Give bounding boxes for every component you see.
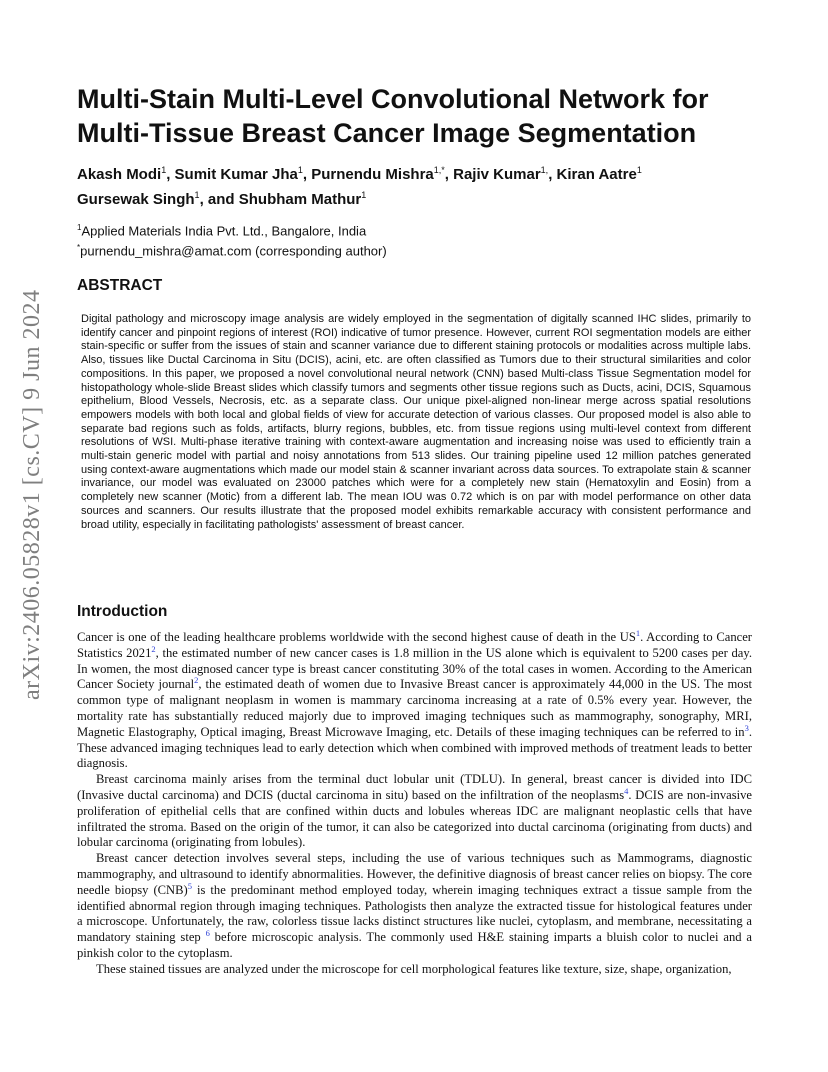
affiliation-mark: 1	[361, 190, 367, 200]
affiliation-mark: 1	[297, 165, 303, 175]
author-name: Gursewak Singh	[77, 191, 195, 208]
citation-link[interactable]: 5	[187, 880, 192, 891]
paragraph-text: Breast carcinoma mainly arises from the terminal duct lobular unit (TDLU). In general, breast cancer is divided into IDC (Invasive ductal carcinoma) and DCIS (ductal carcinoma in situ) based on the infiltration of the neoplasms	[77, 772, 752, 802]
author-list	[77, 160, 757, 210]
author-name: , and Shubham Mathur	[199, 191, 362, 208]
affiliation-mark: 1,*	[433, 165, 445, 175]
citation-link[interactable]: 3	[744, 722, 749, 733]
citation-link[interactable]: 4	[624, 785, 629, 796]
affiliations	[77, 219, 757, 260]
paragraph-text: . These advanced imaging techniques lead to early detection which when combined with improved methods of treatment leads to better diagnosis.	[77, 724, 752, 771]
introduction-body	[77, 627, 753, 978]
author-name: Akash Modi	[77, 166, 162, 183]
abstract-text: Digital pathology and microscopy image analysis are widely employed in the segmentation of digitally scanned IHC slides, primarily to identify cancer and pinpoint regions of interest (ROI) indicative of tumor presence. However, current ROI segmentation models are either stain-specific or suffer from the issues of stain and scanner variance due to different staining protocols or modalities across multiple labs. Also, tissues like Ductal Carcinoma in Situ (DCIS), acini, etc. are often classified as Tumors due to their structural similarities and color compositions. In this paper, we proposed a novel convolutional neural network (CNN) based Multi-class Tissue Segmentation model for histopathology whole-slide Breast slides which classify tumors and segments other tissue regions such as Ducts, acini, DCIS, Squamous epithelium, Blood Vessels, Necrosis, etc. as a separate class. Our unique pixel-aligned non-linear merge across spatial resolutions empowers models with both local and global fields of view for accurate detection of various classes. Our proposed model is also able to separate bad regions such as folds, artifacts, blurry regions, bubbles, etc. from tissue regions using multi-level context from different resolutions of WSI. Multi-phase iterative training with context-aware augmentation and increasing noise was used to efficiently train a multi-stain generic model with partial and noisy annotations from 513 slides. Our training pipeline used 12 million patches generated using context-aware augmentations which made our model stain & scanner invariant across data sources. To extrapolate stain & scanner invariance, our model was evaluated on 23000 patches which were for a completely new stain (Hematoxylin and Eosin) from a completely new scanner (Motic) from a different lab. The mean IOU was 0.72 which is on par with model performance on other data sources and scanners. Our results illustrate that the proposed model exhibits remarkable accuracy with consistent performance and broad utility, especially in facilitating pathologists' assessment of breast cancer.	[81, 313, 751, 531]
paragraph-text: These stained tissues are analyzed under the microscope for cell morphological features like texture, size, shape, organization,	[96, 961, 732, 976]
paragraph-text: . According to Cancer Statistics 2021	[77, 630, 752, 660]
paragraph-3	[77, 851, 752, 962]
paper-title: Multi-Stain Multi-Level Convolutional Network for Multi-Tissue Breast Cancer Image Segmentation	[77, 84, 709, 148]
affiliation-mark: 1	[636, 165, 642, 175]
citation-link[interactable]: 6	[205, 927, 210, 938]
author-name: , Purnendu Mishra	[302, 166, 434, 183]
paragraph-text: Breast cancer detection involves several steps, including the use of various techniques such as Mammograms, diagnostic mammography, and ultrasound to identify abnormalities. However, the definitive diagnosis of breast cancer relies on biopsy. The core needle biopsy (CNB)	[77, 851, 752, 897]
author-name: , Kiran Aatre	[548, 166, 637, 183]
introduction-heading: Introduction	[77, 603, 168, 620]
author-name: , Rajiv Kumar	[444, 166, 541, 183]
paragraph-text: before microscopic analysis. The commonly used H&E staining imparts a bluish color to nuclei and a pinkish color to the cytoplasm.	[77, 930, 752, 960]
paragraph-text: , the estimated death of women due to Invasive Breast cancer is approximately 44,000 in the US. The most common type of malignant neoplasm in women is mammary carcinoma increasing at a rate of 0.5% every year. However, the mortality rate has substantially reduced majorly due to improved imaging techniques such as mammography, sonography, MRI, Magnetic Elastography, Optical imaging, Breast Microwave Imaging, etc. Details of these imaging techniques can be referred to in	[77, 677, 752, 739]
affiliation-mark: 1	[77, 223, 82, 232]
citation-link[interactable]: 2	[151, 643, 156, 654]
affiliation-line	[77, 219, 757, 239]
paragraph-text: is the predominant method employed today, wherein imaging techniques extract a tissue sample from the identified abnormal region through imaging techniques. Pathologists then analyze the extracted tissue for histological features under a microscope. Unfortunately, the raw, colorless tissue lacks distinct structures like nuclei, cytoplasm, and membrane, necessitating a mandatory staining step	[77, 882, 753, 945]
affiliation-mark: 1	[161, 165, 167, 175]
author-name: , Sumit Kumar Jha	[166, 166, 298, 183]
corresponding-author-text: purnendu_mishra@amat.com (corresponding author)	[80, 243, 387, 259]
affiliation-mark: 1,	[540, 165, 549, 175]
affiliation-text: Applied Materials India Pvt. Ltd., Bangalore, India	[81, 223, 367, 239]
paragraph-1	[77, 627, 752, 772]
paragraph-text: Cancer is one of the leading healthcare problems worldwide with the second highest cause of death in the US	[77, 630, 636, 644]
affiliation-mark: 1	[194, 190, 200, 200]
paragraph-text: , the estimated number of new cancer cases is 1.8 million in the US alone which is equivalent to 5200 cases per day. In women, the most diagnosed cancer type is breast cancer constituting 30% of the total cases in women. According to the American Cancer Society journal	[77, 645, 752, 692]
affiliation-mark: *	[77, 243, 81, 253]
citation-link[interactable]: 2	[194, 675, 199, 686]
paragraph-text: . DCIS are non-invasive proliferation of epithelial cells that are confined within ducts and lobules whereas IDC are malignant neoplastic cells that have infiltrated the stroma. Based on the origin of the tumor, it can also be categorized into ductal carcinoma (originating from ducts) and lobular carcinoma (originating from lobules).	[77, 787, 752, 850]
arxiv-identifier-stamp: arXiv:2406.05828v1 [cs.CV] 9 Jun 2024	[19, 289, 45, 700]
paragraph-2	[77, 772, 752, 851]
citation-link[interactable]: 1	[635, 627, 641, 638]
abstract-heading: ABSTRACT	[77, 277, 163, 294]
paragraph-4	[77, 962, 752, 978]
corresponding-author-line	[77, 239, 757, 259]
